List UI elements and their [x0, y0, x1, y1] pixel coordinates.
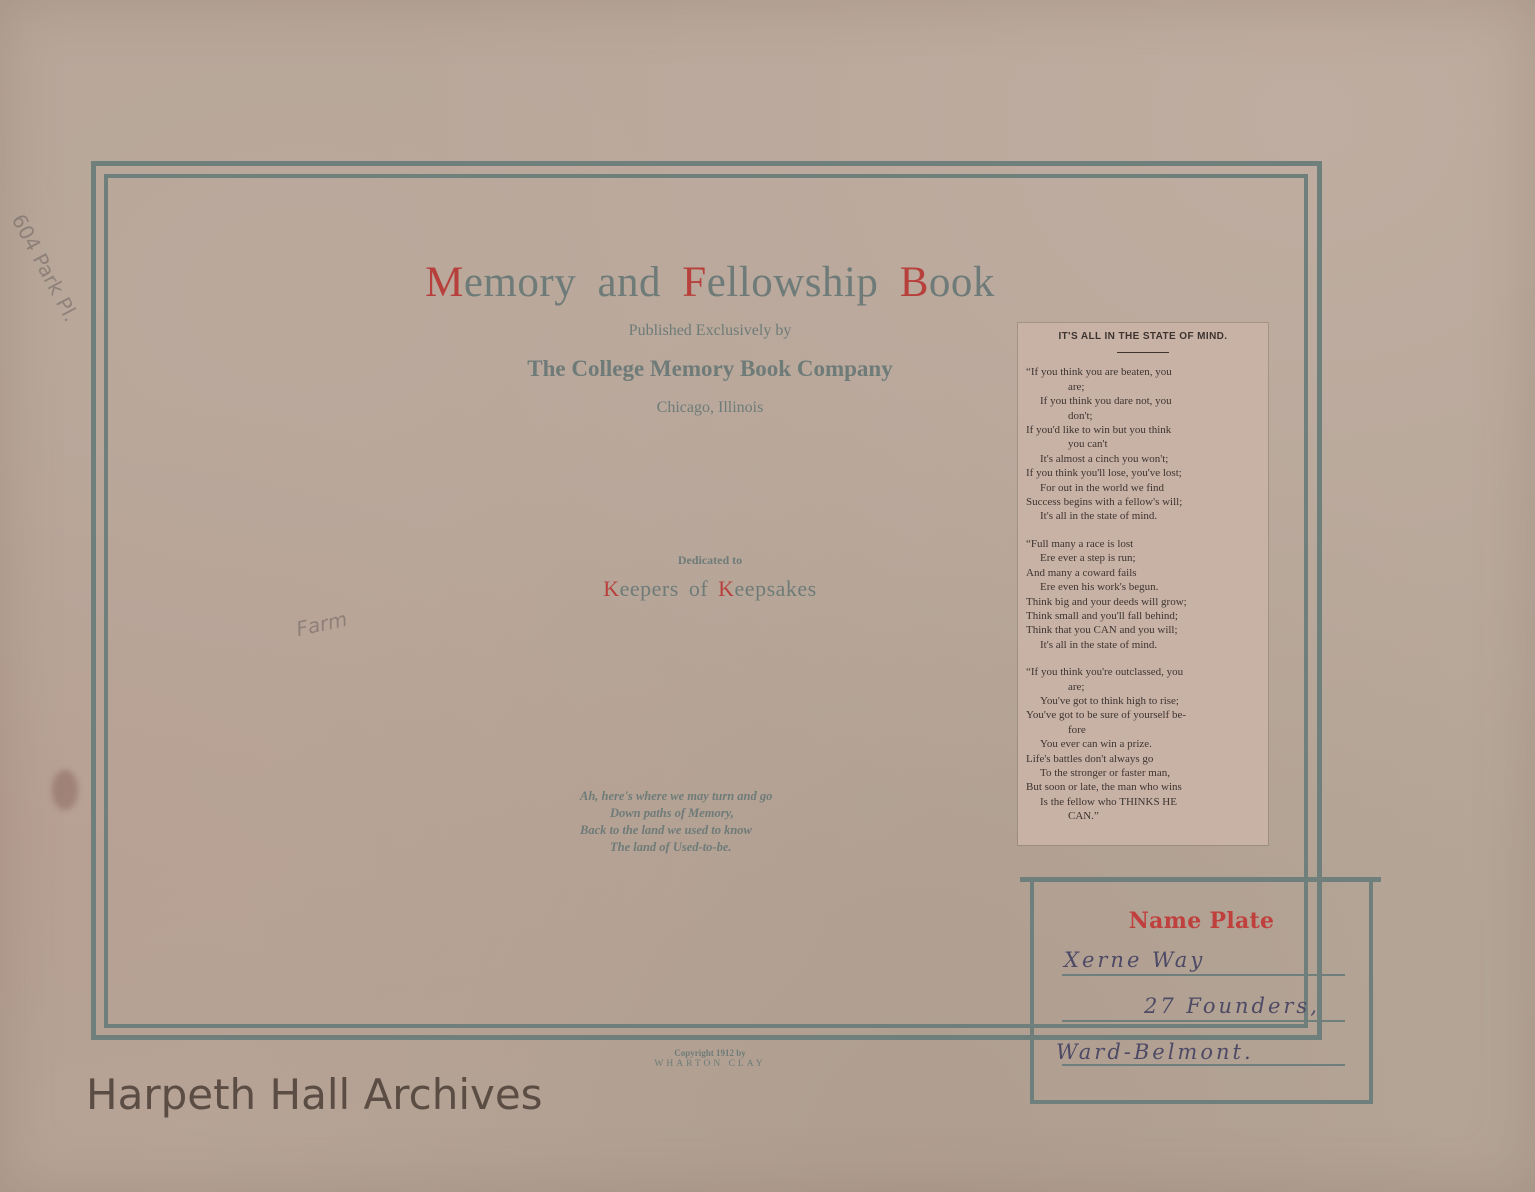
name-plate-rule-3 [1062, 1064, 1345, 1066]
copyright-notice [600, 1048, 820, 1070]
verse-line: Ah, here's where we may turn and go [580, 789, 773, 803]
clipping-stanza-3 [1026, 665, 1260, 823]
published-by: Published Exclusively by [628, 322, 792, 339]
name-plate-line-1: Xerne Way [1064, 948, 1206, 972]
name-plate-rule-1 [1062, 974, 1345, 976]
poem-line: fore [1068, 723, 1086, 736]
dedication-text [380, 576, 1040, 602]
title-initial-b: B [899, 259, 929, 306]
poem-line: “If you think you are beaten, you [1026, 366, 1172, 379]
name-plate-line-2: 27 Founders, [1144, 994, 1320, 1018]
verse-line: Down paths of Memory, [610, 806, 734, 820]
poem-line: “If you think you're outclassed, you [1026, 666, 1184, 679]
book-title [380, 258, 1040, 307]
poem-line: But soon or late, the man who wins [1026, 781, 1182, 794]
verse-line: The land of Used-to-be. [610, 840, 732, 854]
poem-line: You've got to be sure of yourself be- [1026, 709, 1187, 722]
poem-line: For out in the world we find [1040, 481, 1165, 494]
name-plate-border [1030, 882, 1373, 1104]
title-word-memory: emory [463, 259, 577, 306]
poem-line: Is the fellow who THINKS HE [1040, 795, 1177, 808]
poem-line: If you'd like to win but you think [1026, 424, 1172, 437]
poem-line: Life's battles don't always go [1026, 752, 1154, 765]
clipping-stanza-1 [1026, 365, 1260, 523]
pencil-note-mid: Farm [294, 606, 350, 642]
poem-line: “Full many a race is lost [1026, 537, 1134, 550]
pencil-note-left: 604 Park Pl. [6, 210, 84, 326]
dedication-initial-k2: K [718, 576, 735, 601]
dedication-initial-k1: K [603, 576, 620, 601]
poem-line: Think small and you'll fall behind; [1026, 609, 1178, 622]
copyright-line: Copyright 1912 by [674, 1048, 746, 1058]
title-word-and: and [576, 259, 683, 306]
poem-line: You ever can win a prize. [1040, 738, 1152, 751]
name-plate-rule-2 [1062, 1020, 1345, 1022]
title-initial-f: F [682, 259, 707, 306]
clipping-stanza-2 [1026, 537, 1260, 652]
dedication-part-2: eepsakes [734, 576, 817, 601]
poem-line: Ere ever a step is run; [1040, 552, 1136, 565]
poem-line: CAN.” [1068, 810, 1099, 823]
poem-line: If you think you'll lose, you've lost; [1026, 467, 1182, 480]
newspaper-clipping [1018, 323, 1268, 845]
poem-line: It's all in the state of mind. [1040, 638, 1158, 651]
poem-line: If you think you dare not, you [1040, 395, 1172, 408]
stain-mark [52, 770, 78, 810]
poem-line: Ere even his work's begun. [1040, 581, 1159, 594]
archive-watermark: Harpeth Hall Archives [86, 1070, 543, 1119]
publisher-city: Chicago, Illinois [656, 399, 764, 416]
copyright-author: WHARTON CLAY [654, 1059, 766, 1069]
poem-line: are; [1068, 380, 1085, 393]
poem-line: It's all in the state of mind. [1040, 510, 1158, 523]
publisher-name: The College Memory Book Company [527, 356, 893, 381]
clipping-rule [1117, 352, 1169, 353]
poem-line: you can't [1068, 438, 1108, 451]
title-space [878, 259, 899, 306]
poem-line: Think that you CAN and you will; [1026, 624, 1178, 637]
cover-verse [580, 788, 860, 856]
poem-line: Think big and your deeds will grow; [1026, 595, 1187, 608]
name-plate-title: Name Plate [1128, 908, 1275, 934]
name-plate-line-3: Ward-Belmont. [1056, 1040, 1254, 1064]
poem-line: don't; [1068, 409, 1093, 422]
title-word-book: ook [928, 259, 995, 306]
poem-line: To the stronger or faster man, [1040, 766, 1170, 779]
verse-line: Back to the land we used to know [580, 823, 752, 837]
dedication-part-1: eepers of [619, 576, 719, 601]
clipping-title: IT'S ALL IN THE STATE OF MIND. [1058, 331, 1228, 342]
name-plate [1020, 877, 1381, 1104]
poem-line: It's almost a cinch you won't; [1040, 452, 1169, 465]
title-initial-m: M [425, 259, 464, 306]
poem-line: And many a coward fails [1026, 566, 1137, 579]
title-word-fellowship: ellowship [706, 259, 879, 306]
poem-line: You've got to think high to rise; [1040, 694, 1179, 707]
dedicated-label: Dedicated to [677, 553, 743, 567]
poem-line: are; [1068, 680, 1085, 693]
poem-line: Success begins with a fellow's will; [1026, 496, 1183, 509]
